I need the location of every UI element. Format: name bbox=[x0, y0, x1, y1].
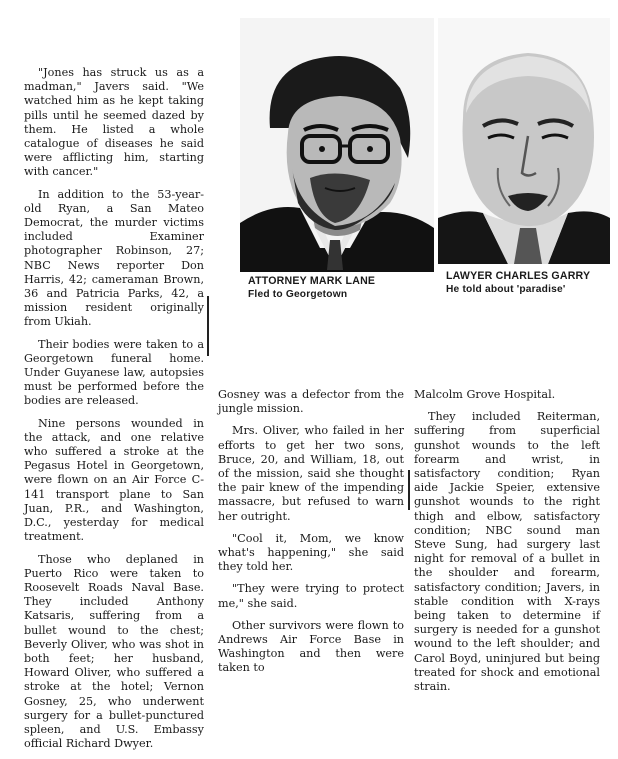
paragraph: Those who deplaned in Puerto Rico were taken to Roosevelt Roads Naval Base. They included Anthony Katsaris, suffering from a bullet wound to the chest; Beverly Oliver, who was shot in both feet; her husband, Howard Oliver, who suffered a stroke at the hotel; Vernon Gosney, 25, who underwent surgery for a bullet-punctured spleen, and U.S. Embassy official Richard Dwyer. bbox=[24, 552, 204, 751]
paragraph: Gosney was a defector from the jungle mission. bbox=[218, 388, 404, 416]
caption-subtitle: He told about 'paradise' bbox=[446, 284, 566, 295]
paragraph: Other survivors were flown to Andrews Air Force Base in Washington and then were taken to bbox=[218, 618, 404, 675]
portrait-bearded-man-glasses bbox=[240, 18, 434, 272]
photo-mark-lane bbox=[240, 18, 434, 272]
caption-name: LAWYER CHARLES GARRY bbox=[446, 270, 591, 282]
paragraph: "Jones has struck us as a madman," Javers said. "We watched him as he kept taking pills until he seemed dazed by them. He listed a whole catalogue of diseases he said were afflicting him, starting with cancer." bbox=[24, 66, 204, 179]
photo-charles-garry bbox=[438, 18, 610, 264]
article-column-right bbox=[414, 388, 600, 702]
paragraph: "They were trying to protect me," she said. bbox=[218, 582, 404, 610]
paragraph: Their bodies were taken to a Georgetown funeral home. Under Guyanese law, autopsies must be performed before the bodies are released. bbox=[24, 337, 204, 408]
photo-caption-lane bbox=[248, 275, 432, 301]
photo-caption-garry bbox=[446, 270, 614, 296]
caption-subtitle: Fled to Georgetown bbox=[248, 289, 348, 300]
article-column-left bbox=[24, 66, 204, 759]
article-column-middle bbox=[218, 388, 404, 684]
caption-name: ATTORNEY MARK LANE bbox=[248, 275, 376, 287]
portrait-older-man bbox=[438, 18, 610, 264]
paragraph: Mrs. Oliver, who failed in her efforts to get her two sons, Bruce, 20, and William, 18, out of the mission, said she thought the pair knew of the impending massacre, but refused to warn her outright. bbox=[218, 424, 404, 523]
paragraph: They included Reiterman, suffering from superficial gunshot wounds to the left forearm and wrist, in satisfactory condition; Ryan aide Jackie Speier, extensive gunshot wounds to the right thigh and elbow, satisfactory condition; NBC sound man Steve Sung, had surgery last night for removal of a bullet in the shoulder and forearm, satisfactory condition; Javers, in stable condition with X-rays being taken to determine if surgery is needed for a gunshot wound to the left shoulder; and Carol Boyd, uninjured but being treated for shock and emotional strain. bbox=[414, 410, 600, 694]
paragraph: Malcolm Grove Hospital. bbox=[414, 388, 556, 401]
paragraph: Nine persons wounded in the attack, and one relative who suffered a stroke at the Pegasus Hotel in Georgetown, were flown on an Air Force C-141 transport plane to San Juan, P.R., and Washington, D.C., yesterday for medical treatment. bbox=[24, 416, 204, 544]
scan-mark bbox=[408, 470, 410, 510]
paragraph: "Cool it, Mom, we know what's happening," she said they told her. bbox=[218, 531, 404, 574]
scan-mark bbox=[207, 296, 209, 356]
paragraph: In addition to the 53-year-old Ryan, a San Mateo Democrat, the murder victims included Examiner photographer Robinson, 27; NBC News reporter Don Harris, 42; cameraman Brown, 36 and Patricia Parks, 42, a mission resident originally from Ukiah. bbox=[24, 187, 204, 329]
